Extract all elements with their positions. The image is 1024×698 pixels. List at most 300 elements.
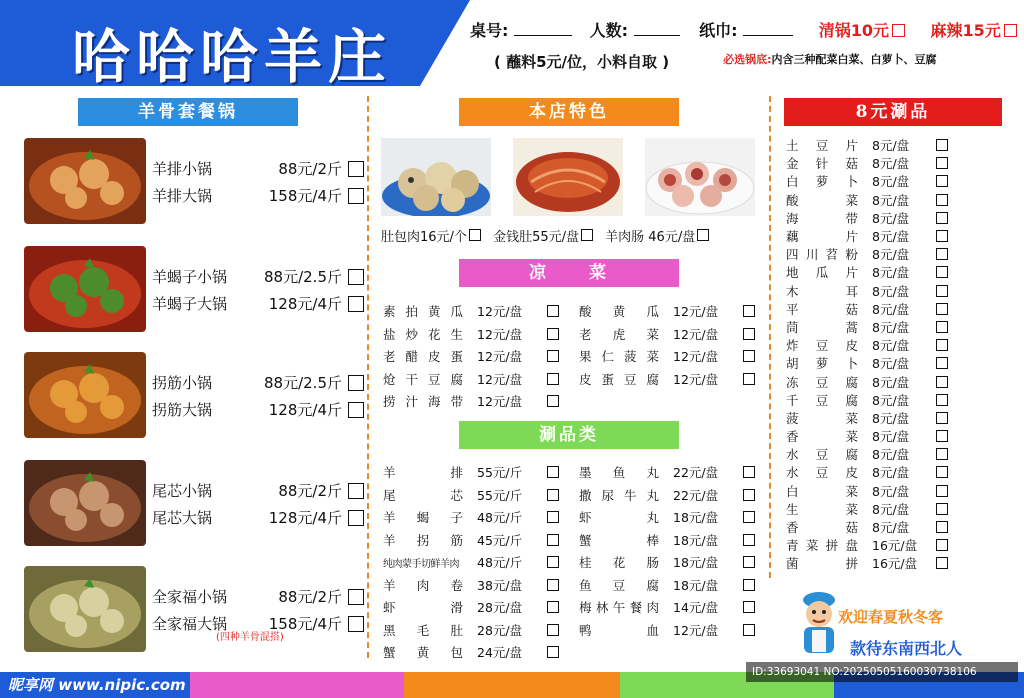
set-meal-name: 羊蝎子小锅 xyxy=(152,268,228,286)
eight-yuan-item-checkbox[interactable] xyxy=(936,503,948,515)
set-meal-price: 88元/2斤 xyxy=(278,588,342,606)
hotpot-item-name: 尾芯 xyxy=(383,487,463,503)
hotpot-item-name: 羊拐筋 xyxy=(383,532,463,548)
eight-yuan-item-checkbox[interactable] xyxy=(936,157,948,169)
cold-dish-price: 12元/盘 xyxy=(673,371,719,387)
eight-yuan-item-row xyxy=(786,336,948,354)
hotpot-item-name: 羊排 xyxy=(383,465,463,481)
eight-yuan-item-name: 炸豆皮 xyxy=(786,338,858,354)
hotpot-photo-icon xyxy=(24,246,146,332)
eight-yuan-list xyxy=(786,136,948,573)
hotpot-item-name: 墨鱼丸 xyxy=(579,465,659,481)
eight-yuan-item-name: 菠菜 xyxy=(786,410,858,426)
cold-dish-name: 老醋皮蛋 xyxy=(383,349,463,365)
cold-dish-checkbox[interactable] xyxy=(547,350,559,362)
set-meal-checkbox[interactable] xyxy=(348,616,364,632)
eight-yuan-item-price: 8元/盘 xyxy=(872,301,910,317)
welcome-line-1: 欢迎春夏秋冬客 xyxy=(838,608,944,626)
section-set-meal: 羊骨套餐锅 xyxy=(78,98,298,126)
section-cold-dishes: 凉 菜 xyxy=(459,259,679,287)
jinqiandu-photo-icon xyxy=(513,138,623,216)
hotpot-item-price: 38元/盘 xyxy=(477,577,523,593)
set-meal-checkbox[interactable] xyxy=(348,269,364,285)
set-meal-checkbox[interactable] xyxy=(348,589,364,605)
set-meal-name: 尾芯小锅 xyxy=(152,482,213,500)
eight-yuan-item-row xyxy=(786,445,948,463)
hotpot-photo-icon xyxy=(24,566,146,652)
must-choose-text: 内含三种配菜白菜、白萝卜、豆腐 xyxy=(771,53,937,66)
cold-dish-row xyxy=(383,368,559,391)
specialty-jinqiandu: 金钱肚55元/盘 xyxy=(493,230,580,245)
hotpot-item-row xyxy=(579,551,755,574)
set-meal-row xyxy=(152,586,364,607)
sauce-note: ( 蘸料5元/位，小料自取 ) xyxy=(494,53,670,71)
eight-yuan-item-price: 8元/盘 xyxy=(872,356,910,372)
cold-dish-name: 酸黄瓜 xyxy=(579,304,659,320)
hotpot-item-name: 虾丸 xyxy=(579,510,659,526)
hotpot-item-name: 蟹棒 xyxy=(579,532,659,548)
hotpot-item-price: 18元/盘 xyxy=(673,532,719,548)
eight-yuan-item-price: 8元/盘 xyxy=(872,319,910,335)
eight-yuan-item-row xyxy=(786,245,948,263)
hotpot-item-checkbox[interactable] xyxy=(547,646,559,658)
eight-yuan-item-checkbox[interactable] xyxy=(936,175,948,187)
eight-yuan-item-price: 8元/盘 xyxy=(872,229,910,245)
eight-yuan-item-price: 8元/盘 xyxy=(872,156,910,172)
specialty-yangrouchang: 羊肉肠 46元/盘 xyxy=(605,230,696,245)
cold-dish-checkbox[interactable] xyxy=(547,395,559,407)
set-meal-price: 158元/4斤 xyxy=(268,187,342,205)
set-meal-price: 88元/2斤 xyxy=(278,482,342,500)
set-meal-name: 羊排大锅 xyxy=(152,187,213,205)
eight-yuan-item-row xyxy=(786,191,948,209)
hotpot-item-price: 48元/斤 xyxy=(477,555,523,571)
eight-yuan-item-row xyxy=(786,372,948,390)
specialty-price-row xyxy=(381,226,709,245)
hotpot-item-name: 虾滑 xyxy=(383,600,463,616)
hotpot-item-checkbox[interactable] xyxy=(547,601,559,613)
eight-yuan-item-row xyxy=(786,300,948,318)
hotpot-list-left xyxy=(383,461,559,664)
qing-guo-option: 清锅10元 xyxy=(818,21,889,40)
set-meal-row xyxy=(152,158,364,179)
yangrouchang-photo-icon xyxy=(645,138,755,216)
cold-dish-row xyxy=(579,323,755,346)
hotpot-item-name: 梅林午餐肉 xyxy=(579,600,659,616)
order-info xyxy=(470,18,1024,72)
eight-yuan-item-price: 8元/盘 xyxy=(872,410,910,426)
hotpot-item-checkbox[interactable] xyxy=(547,511,559,523)
eight-yuan-item-price: 8元/盘 xyxy=(872,374,910,390)
hotpot-item-name: 鸭血 xyxy=(579,622,659,638)
eight-yuan-item-row xyxy=(786,463,948,481)
chef-mascot-icon xyxy=(794,590,844,656)
hotpot-item-row xyxy=(383,461,559,484)
hotpot-item-checkbox[interactable] xyxy=(547,466,559,478)
cold-dish-row xyxy=(579,368,755,391)
watermark-right: ID:33693041 NO:20250505160030738106 xyxy=(746,662,1018,682)
eight-yuan-item-name: 海带 xyxy=(786,210,858,226)
cold-dish-checkbox[interactable] xyxy=(547,305,559,317)
specialty-image-jinqiandu xyxy=(513,138,623,220)
eight-yuan-item-price: 8元/盘 xyxy=(872,283,910,299)
eight-yuan-item-name: 木耳 xyxy=(786,283,858,299)
eight-yuan-item-row xyxy=(786,354,948,372)
eight-yuan-item-price: 16元/盘 xyxy=(872,538,918,554)
hotpot-item-row xyxy=(383,574,559,597)
mala-checkbox[interactable] xyxy=(1004,24,1017,37)
eight-yuan-item-name: 胡萝卜 xyxy=(786,356,858,372)
hotpot-item-checkbox[interactable] xyxy=(743,601,755,613)
hotpot-item-name: 撒尿牛丸 xyxy=(579,487,659,503)
hotpot-item-price: 48元/斤 xyxy=(477,510,523,526)
set-meal-image xyxy=(24,460,146,546)
eight-yuan-item-row xyxy=(786,136,948,154)
set-meal-row xyxy=(152,185,364,206)
eight-yuan-item-row xyxy=(786,391,948,409)
set-meal-note: (四种羊骨混搭) xyxy=(216,632,284,643)
eight-yuan-item-row xyxy=(786,482,948,500)
set-meal-image xyxy=(24,352,146,438)
hotpot-item-checkbox[interactable] xyxy=(743,556,755,568)
eight-yuan-item-price: 16元/盘 xyxy=(872,556,918,572)
set-meal-price: 158元/4斤 xyxy=(268,615,342,633)
hotpot-item-checkbox[interactable] xyxy=(743,624,755,636)
set-meal-checkbox[interactable] xyxy=(348,483,364,499)
specialty-image-duobaorou xyxy=(381,138,491,220)
eight-yuan-item-name: 平菇 xyxy=(786,301,858,317)
cold-dish-price: 12元/盘 xyxy=(477,304,523,320)
eight-yuan-item-row xyxy=(786,227,948,245)
hotpot-item-price: 24元/盘 xyxy=(477,645,523,661)
eight-yuan-item-name: 青菜拼盘 xyxy=(786,538,858,554)
set-meal-row xyxy=(152,293,364,314)
cold-dish-name: 老虎菜 xyxy=(579,326,659,342)
hotpot-item-checkbox[interactable] xyxy=(743,579,755,591)
eight-yuan-item-row xyxy=(786,282,948,300)
eight-yuan-item-row xyxy=(786,500,948,518)
hotpot-item-row xyxy=(383,529,559,552)
hotpot-photo-icon xyxy=(24,460,146,546)
set-meal-name: 拐筋大锅 xyxy=(152,401,213,419)
set-meal-price: 128元/4斤 xyxy=(268,295,342,313)
specialty-duobaorou-checkbox[interactable] xyxy=(469,229,481,241)
cold-dish-list-right xyxy=(579,300,755,390)
hotpot-item-name: 黑毛肚 xyxy=(383,622,463,638)
hotpot-item-row xyxy=(383,596,559,619)
order-info-line-1 xyxy=(470,18,1024,41)
set-meal-price: 128元/4斤 xyxy=(268,401,342,419)
hotpot-item-row xyxy=(383,551,559,574)
eight-yuan-item-checkbox[interactable] xyxy=(936,339,948,351)
cold-dish-price: 12元/盘 xyxy=(673,304,719,320)
cold-dish-checkbox[interactable] xyxy=(743,350,755,362)
eight-yuan-item-price: 8元/盘 xyxy=(872,247,910,263)
set-meal-row xyxy=(152,480,364,501)
eight-yuan-item-checkbox[interactable] xyxy=(936,557,948,569)
hotpot-item-name: 纯肉蒙手切鲜羊肉 xyxy=(383,558,459,570)
people-count-label: 人数: xyxy=(589,21,628,40)
eight-yuan-item-price: 8元/盘 xyxy=(872,174,910,190)
set-meal-image xyxy=(24,566,146,652)
eight-yuan-item-price: 8元/盘 xyxy=(872,138,910,154)
eight-yuan-item-row xyxy=(786,518,948,536)
specialty-jinqiandu-checkbox[interactable] xyxy=(581,229,593,241)
cold-dish-price: 12元/盘 xyxy=(477,326,523,342)
hotpot-photo-icon xyxy=(24,138,146,224)
hotpot-item-price: 18元/盘 xyxy=(673,577,719,593)
cold-dish-checkbox[interactable] xyxy=(743,328,755,340)
set-meal-image xyxy=(24,138,146,224)
eight-yuan-item-price: 8元/盘 xyxy=(872,192,910,208)
eight-yuan-item-checkbox[interactable] xyxy=(936,321,948,333)
hotpot-item-row xyxy=(383,506,559,529)
specialty-image-yangrouchang xyxy=(645,138,755,220)
cold-dish-row xyxy=(383,323,559,346)
hotpot-item-price: 28元/盘 xyxy=(477,600,523,616)
set-meal-name: 拐筋小锅 xyxy=(152,374,213,392)
specialty-yangrouchang-checkbox[interactable] xyxy=(697,229,709,241)
eight-yuan-item-checkbox[interactable] xyxy=(936,376,948,388)
set-meal-price: 88元/2.5斤 xyxy=(264,374,342,392)
hotpot-item-price: 14元/盘 xyxy=(673,600,719,616)
must-choose-label: 必选锅底: xyxy=(723,53,772,66)
footer-stripe-orange xyxy=(404,672,620,698)
eight-yuan-item-checkbox[interactable] xyxy=(936,285,948,297)
cold-dish-price: 12元/盘 xyxy=(477,371,523,387)
mala-option: 麻辣15元 xyxy=(930,21,1001,40)
eight-yuan-item-price: 8元/盘 xyxy=(872,520,910,536)
hotpot-item-checkbox[interactable] xyxy=(547,489,559,501)
section-hotpot-items: 涮品类 xyxy=(459,421,679,449)
cold-dish-row xyxy=(383,300,559,323)
brand-title: 哈哈哈羊庄 xyxy=(72,23,393,91)
eight-yuan-item-name: 四川苕粉 xyxy=(786,247,858,263)
cold-dish-list-left xyxy=(383,300,559,413)
cold-dish-price: 12元/盘 xyxy=(673,349,719,365)
mascot xyxy=(794,590,844,660)
eight-yuan-item-row xyxy=(786,409,948,427)
watermark-left: 昵享网 www.nipic.com xyxy=(8,676,186,694)
footer-stripe-pink xyxy=(190,672,404,698)
eight-yuan-item-name: 香菇 xyxy=(786,520,858,536)
eight-yuan-item-name: 土豆片 xyxy=(786,138,858,154)
hotpot-item-checkbox[interactable] xyxy=(547,624,559,636)
hotpot-item-row xyxy=(383,619,559,642)
eight-yuan-item-name: 白萝卜 xyxy=(786,174,858,190)
set-meal-name: 尾芯大锅 xyxy=(152,509,213,527)
eight-yuan-item-name: 菌拼 xyxy=(786,556,858,572)
eight-yuan-item-checkbox[interactable] xyxy=(936,430,948,442)
eight-yuan-item-row xyxy=(786,263,948,281)
hotpot-item-checkbox[interactable] xyxy=(743,511,755,523)
hotpot-item-price: 55元/斤 xyxy=(477,487,523,503)
hotpot-item-row xyxy=(579,461,755,484)
cold-dish-price: 12元/盘 xyxy=(477,394,523,410)
cold-dish-name: 捞汁海带 xyxy=(383,394,463,410)
set-meal-row xyxy=(152,507,364,528)
hotpot-item-checkbox[interactable] xyxy=(743,466,755,478)
hotpot-item-price: 28元/盘 xyxy=(477,622,523,638)
hotpot-photo-icon xyxy=(24,352,146,438)
eight-yuan-item-name: 白菜 xyxy=(786,483,858,499)
cold-dish-row xyxy=(579,345,755,368)
eight-yuan-item-checkbox[interactable] xyxy=(936,248,948,260)
hotpot-item-name: 羊肉卷 xyxy=(383,577,463,593)
set-meal-price: 88元/2斤 xyxy=(278,160,342,178)
eight-yuan-item-checkbox[interactable] xyxy=(936,521,948,533)
cold-dish-checkbox[interactable] xyxy=(547,373,559,385)
table-number-label: 桌号: xyxy=(470,21,509,40)
hotpot-item-checkbox[interactable] xyxy=(743,489,755,501)
hotpot-item-row xyxy=(383,641,559,664)
hotpot-item-row xyxy=(579,529,755,552)
cold-dish-name: 盐炒花生 xyxy=(383,326,463,342)
set-meal-row xyxy=(152,399,364,420)
set-meal-row xyxy=(152,266,364,287)
eight-yuan-item-checkbox[interactable] xyxy=(936,448,948,460)
eight-yuan-item-price: 8元/盘 xyxy=(872,465,910,481)
eight-yuan-item-row xyxy=(786,318,948,336)
eight-yuan-item-name: 茼蒿 xyxy=(786,319,858,335)
cold-dish-checkbox[interactable] xyxy=(547,328,559,340)
eight-yuan-item-price: 8元/盘 xyxy=(872,210,910,226)
eight-yuan-item-name: 酸菜 xyxy=(786,192,858,208)
eight-yuan-item-checkbox[interactable] xyxy=(936,539,948,551)
cold-dish-name: 素拍黄瓜 xyxy=(383,304,463,320)
eight-yuan-item-price: 8元/盘 xyxy=(872,447,910,463)
set-meal-row xyxy=(152,372,364,393)
set-meal-checkbox[interactable] xyxy=(348,375,364,391)
eight-yuan-item-row xyxy=(786,554,948,572)
cold-dish-price: 12元/盘 xyxy=(477,349,523,365)
cold-dish-row xyxy=(383,390,559,413)
eight-yuan-item-checkbox[interactable] xyxy=(936,394,948,406)
napkin-field[interactable] xyxy=(743,22,793,36)
set-meal-checkbox[interactable] xyxy=(348,161,364,177)
eight-yuan-item-checkbox[interactable] xyxy=(936,485,948,497)
hotpot-item-name: 桂花肠 xyxy=(579,555,659,571)
set-meal-price: 88元/2.5斤 xyxy=(264,268,342,286)
set-meal-checkbox[interactable] xyxy=(348,188,364,204)
eight-yuan-item-name: 冻豆腐 xyxy=(786,374,858,390)
eight-yuan-item-price: 8元/盘 xyxy=(872,392,910,408)
eight-yuan-item-name: 千豆腐 xyxy=(786,392,858,408)
hotpot-item-name: 羊蝎子 xyxy=(383,510,463,526)
eight-yuan-item-row xyxy=(786,427,948,445)
eight-yuan-item-price: 8元/盘 xyxy=(872,338,910,354)
cold-dish-checkbox[interactable] xyxy=(743,305,755,317)
eight-yuan-item-checkbox[interactable] xyxy=(936,266,948,278)
set-meal-image xyxy=(24,246,146,332)
eight-yuan-item-row xyxy=(786,536,948,554)
hotpot-item-price: 18元/盘 xyxy=(673,555,719,571)
hotpot-item-checkbox[interactable] xyxy=(743,534,755,546)
eight-yuan-item-price: 8元/盘 xyxy=(872,265,910,281)
hotpot-item-price: 22元/盘 xyxy=(673,487,719,503)
set-meal-checkbox[interactable] xyxy=(348,510,364,526)
divider-left xyxy=(367,96,369,658)
cold-dish-name: 皮蛋豆腐 xyxy=(579,371,659,387)
set-meal-name: 全家福大锅 xyxy=(152,615,228,633)
section-eight-yuan: 8元涮品 xyxy=(784,98,1002,126)
duobaorou-photo-icon xyxy=(381,138,491,216)
divider-right xyxy=(769,96,771,578)
section-specialty: 本店特色 xyxy=(459,98,679,126)
hotpot-item-row xyxy=(383,484,559,507)
hotpot-item-name: 蟹黄包 xyxy=(383,645,463,661)
hotpot-item-price: 12元/盘 xyxy=(673,622,719,638)
eight-yuan-item-price: 8元/盘 xyxy=(872,501,910,517)
people-count-field[interactable] xyxy=(634,22,680,36)
cold-dish-name: 炝干豆腐 xyxy=(383,371,463,387)
welcome-line-2: 款待东南西北人 xyxy=(850,639,963,658)
hotpot-item-price: 22元/盘 xyxy=(673,465,719,481)
eight-yuan-item-name: 香菜 xyxy=(786,429,858,445)
eight-yuan-item-row xyxy=(786,172,948,190)
set-meal-checkbox[interactable] xyxy=(348,296,364,312)
napkin-label: 纸巾: xyxy=(699,21,738,40)
hotpot-item-price: 55元/斤 xyxy=(477,465,523,481)
eight-yuan-item-checkbox[interactable] xyxy=(936,139,948,151)
eight-yuan-item-price: 8元/盘 xyxy=(872,429,910,445)
hotpot-item-price: 45元/斤 xyxy=(477,532,523,548)
set-meal-price: 128元/4斤 xyxy=(268,509,342,527)
cold-dish-price: 12元/盘 xyxy=(673,326,719,342)
cold-dish-checkbox[interactable] xyxy=(743,373,755,385)
qing-guo-checkbox[interactable] xyxy=(892,24,905,37)
hotpot-item-price: 18元/盘 xyxy=(673,510,719,526)
set-meal-name: 羊蝎子大锅 xyxy=(152,295,228,313)
eight-yuan-item-checkbox[interactable] xyxy=(936,194,948,206)
hotpot-item-row xyxy=(579,484,755,507)
eight-yuan-item-row xyxy=(786,154,948,172)
set-meal-checkbox[interactable] xyxy=(348,402,364,418)
cold-dish-row xyxy=(383,345,559,368)
eight-yuan-item-name: 水豆皮 xyxy=(786,465,858,481)
eight-yuan-item-name: 生菜 xyxy=(786,501,858,517)
eight-yuan-item-checkbox[interactable] xyxy=(936,466,948,478)
hotpot-item-row xyxy=(579,619,755,642)
order-info-line-2 xyxy=(470,51,1024,72)
cold-dish-name: 果仁菠菜 xyxy=(579,349,659,365)
hotpot-item-row xyxy=(579,506,755,529)
eight-yuan-item-name: 地瓜片 xyxy=(786,265,858,281)
set-meal-name: 羊排小锅 xyxy=(152,160,213,178)
eight-yuan-item-name: 水豆腐 xyxy=(786,447,858,463)
eight-yuan-item-price: 8元/盘 xyxy=(872,483,910,499)
eight-yuan-item-checkbox[interactable] xyxy=(936,303,948,315)
eight-yuan-item-row xyxy=(786,209,948,227)
hotpot-item-name: 鱼豆腐 xyxy=(579,577,659,593)
hotpot-item-checkbox[interactable] xyxy=(547,556,559,568)
eight-yuan-item-checkbox[interactable] xyxy=(936,212,948,224)
eight-yuan-item-checkbox[interactable] xyxy=(936,230,948,242)
eight-yuan-item-name: 藕片 xyxy=(786,229,858,245)
set-meal-name: 全家福小锅 xyxy=(152,588,228,606)
hotpot-item-row xyxy=(579,596,755,619)
specialty-duobaorou: 肚包肉16元/个 xyxy=(381,230,467,245)
table-number-field[interactable] xyxy=(514,22,572,36)
hotpot-item-checkbox[interactable] xyxy=(547,534,559,546)
eight-yuan-item-name: 金针菇 xyxy=(786,156,858,172)
eight-yuan-item-checkbox[interactable] xyxy=(936,357,948,369)
hotpot-item-row xyxy=(579,574,755,597)
hotpot-item-checkbox[interactable] xyxy=(547,579,559,591)
cold-dish-row xyxy=(579,300,755,323)
hotpot-list-right xyxy=(579,461,755,641)
eight-yuan-item-checkbox[interactable] xyxy=(936,412,948,424)
